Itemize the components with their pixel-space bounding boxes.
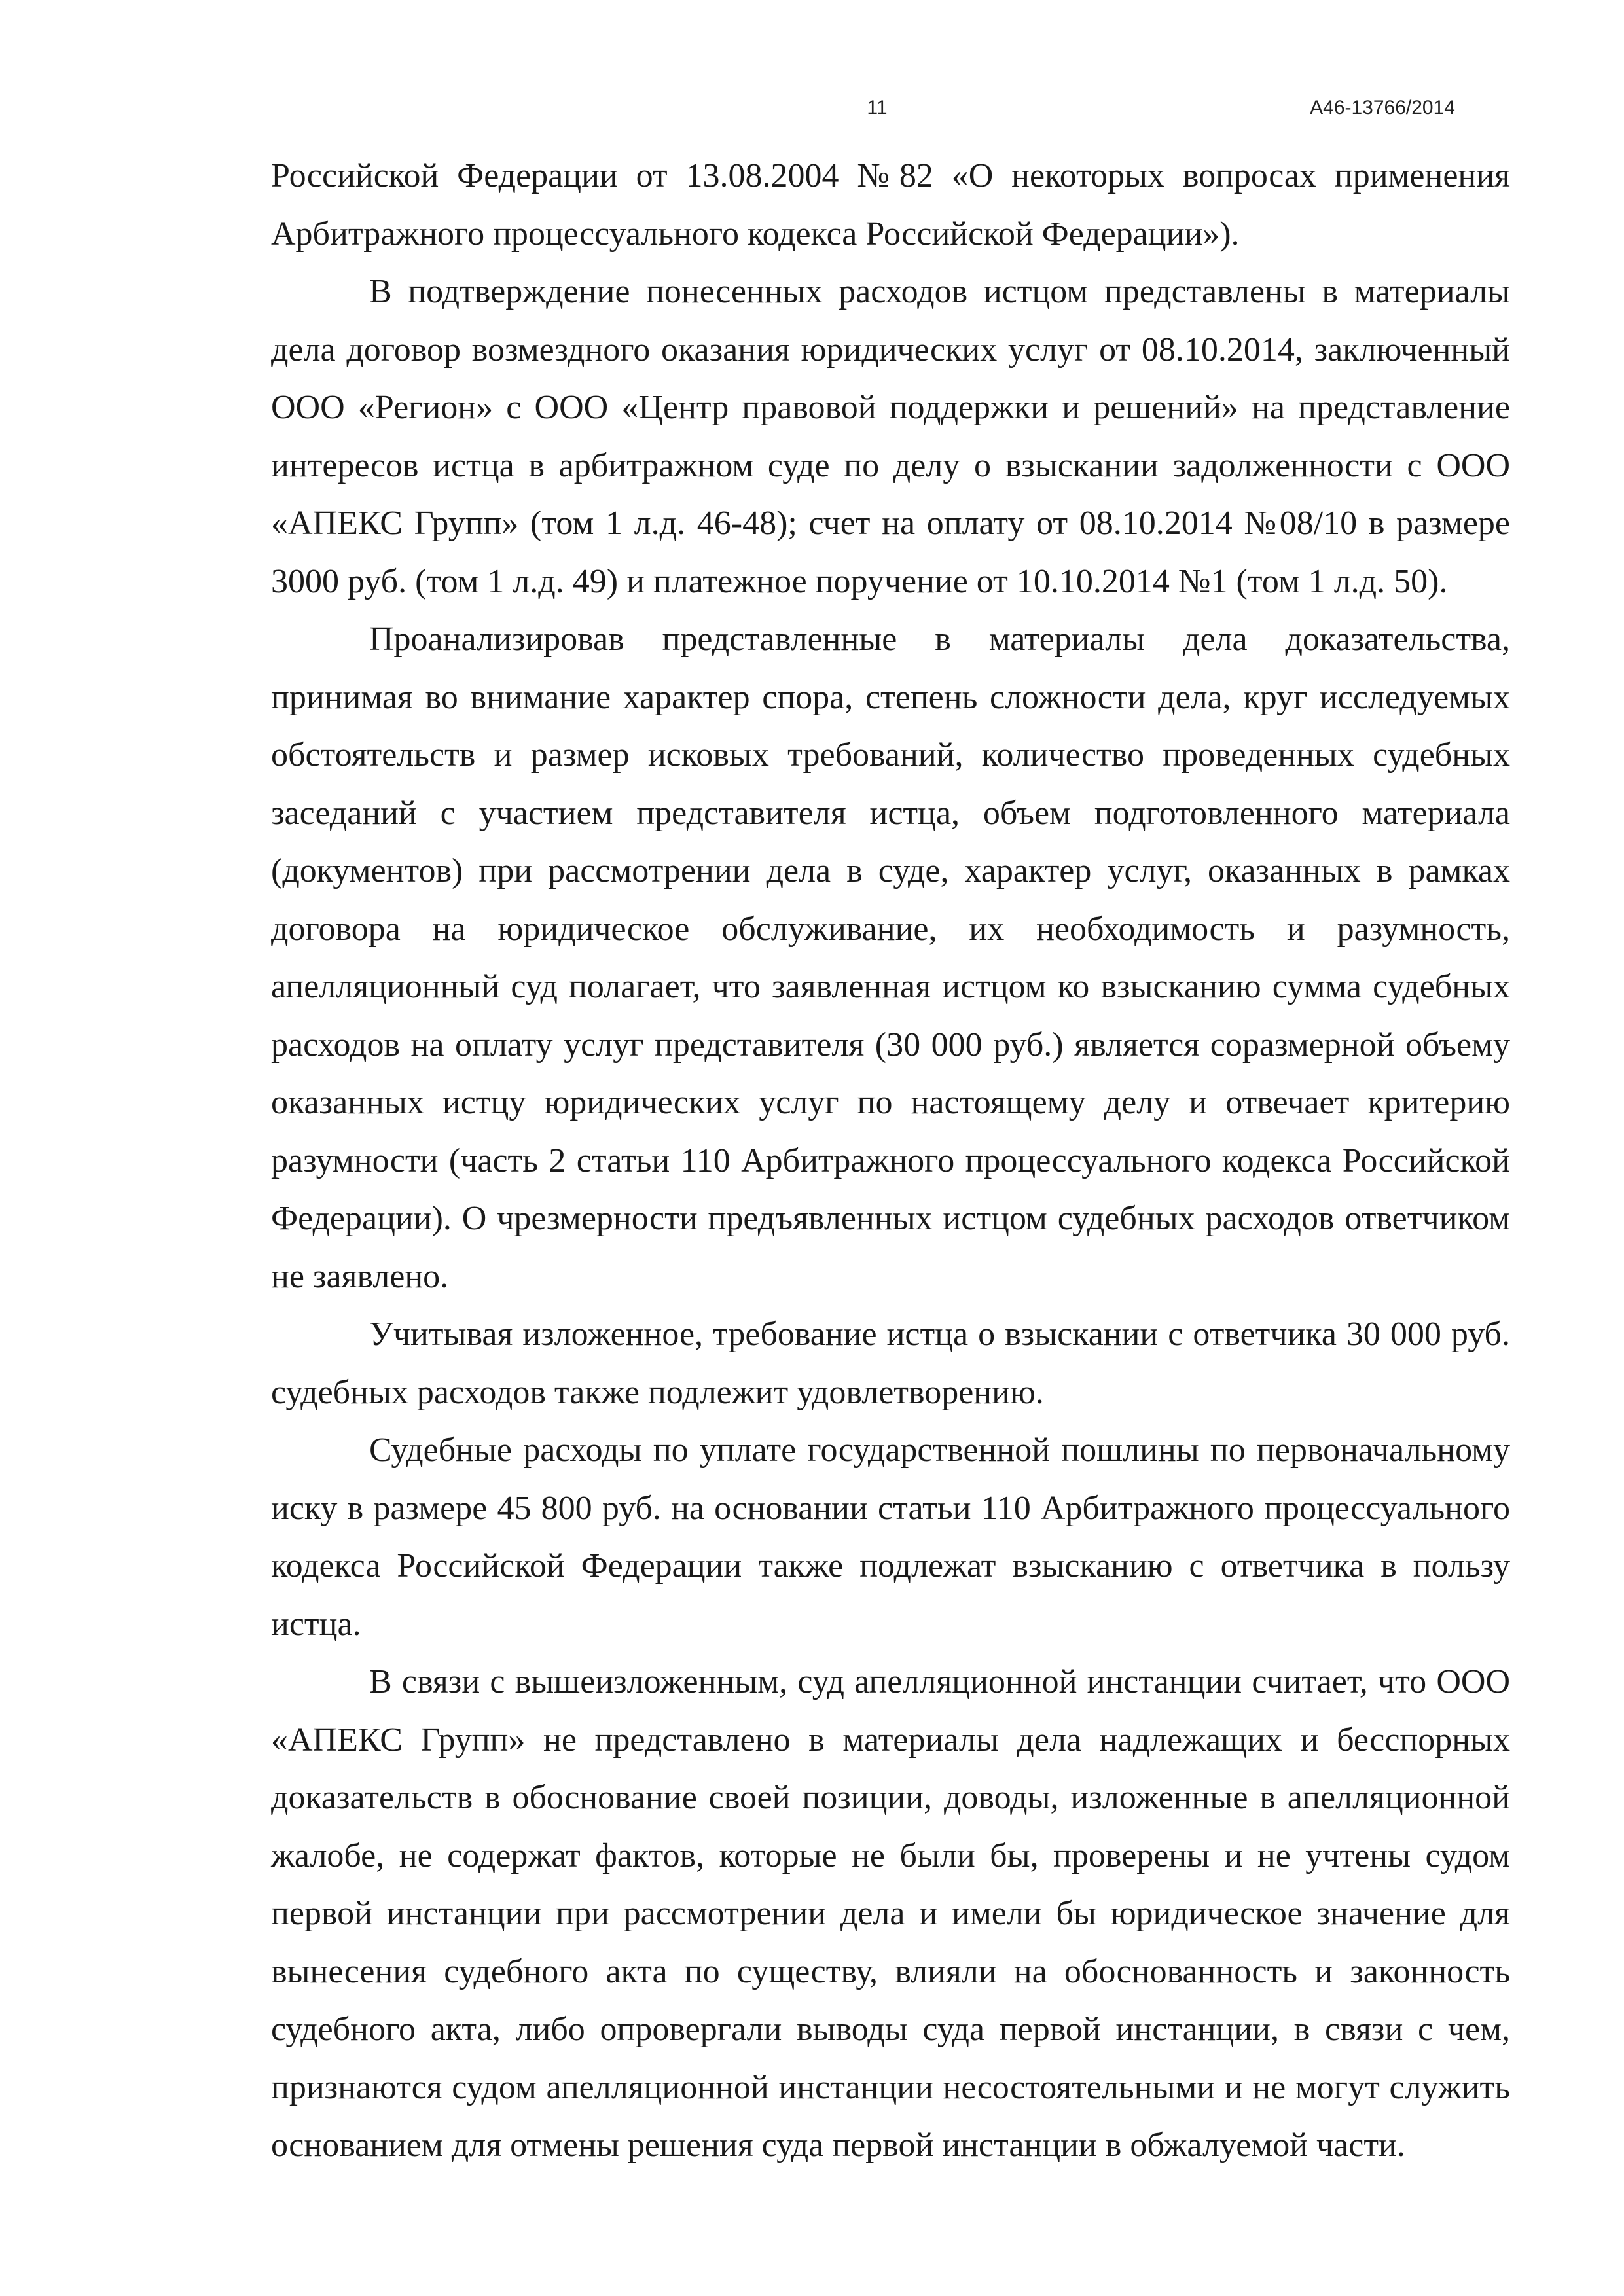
paragraph-expense-evidence: В подтверждение понесенных расходов истцом представлены в материалы дела договор возмездного оказания юридических услуг от 08.10.2014, заключенный ООО «Регион» с ООО «Центр правовой поддержки и решений» на представление интересов истца в арбитражном суде по делу о взыскании задолженности с ООО «АПЕКС Групп» (том 1 л.д. 46-48); счет на оплату от 08.10.2014 №08/10 в размере 3000 руб. (том 1 л.д. 49) и платежное поручение от 10.10.2014 №1 (том 1 л.д. 50).: [271, 273, 1510, 600]
page-number: 11: [867, 97, 888, 118]
case-number: А46-13766/2014: [1310, 97, 1455, 118]
paragraph-continuation: Российской Федерации от 13.08.2004 №82 «О некоторых вопросах применения Арбитражного процессуального кодекса Российской Федерации»).: [271, 157, 1510, 253]
document-body: [271, 147, 1510, 2175]
paragraph-appeal-conclusion: В связи с вышеизложенным, суд апелляционной инстанции считает, что ООО «АПЕКС Групп» не представлено в материалы дела надлежащих и бесспорных доказательств в обоснование своей позиции, доводы, изложенные в апелляционной жалобе, не содержат фактов, которые не были бы, проверены и не учтены судом первой инстанции при рассмотрении дела и имели бы юридическое значение для вынесения судебного акта по существу, влияли на обоснованность и законность судебного акта, либо опровергали выводы суда первой инстанции, в связи с чем, признаются судом апелляционной инстанции несостоятельными и не могут служить основанием для отмены решения суда первой инстанции в обжалуемой части.: [271, 1663, 1510, 2164]
paragraph-legal-costs-conclusion: Учитывая изложенное, требование истца о взыскании с ответчика 30 000 руб. судебных расходов также подлежит удовлетворению.: [271, 1316, 1510, 1411]
paragraph-reasonableness-analysis: Проанализировав представленные в материалы дела доказательства, принимая во внимание характер спора, степень сложности дела, круг исследуемых обстоятельств и размер исковых требований, количество проведенных судебных заседаний с участием представителя истца, объем подготовленного материала (документов) при рассмотрении дела в суде, характер услуг, оказанных в рамках договора на юридическое обслуживание, их необходимость и разумность, апелляционный суд полагает, что заявленная истцом ко взысканию сумма судебных расходов на оплату услуг представителя (30 000 руб.) является соразмерной объему оказанных истцу юридических услуг по настоящему делу и отвечает критерию разумности (часть 2 статьи 110 Арбитражного процессуального кодекса Российской Федерации). О чрезмерности предъявленных истцом судебных расходов ответчиком не заявлено.: [271, 620, 1510, 1295]
paragraph-state-duty: Судебные расходы по уплате государственной пошлины по первоначальному иску в размере 45 800 руб. на основании статьи 110 Арбитражного процессуального кодекса Российской Федерации также подлежат взысканию с ответчика в пользу истца.: [271, 1431, 1510, 1643]
